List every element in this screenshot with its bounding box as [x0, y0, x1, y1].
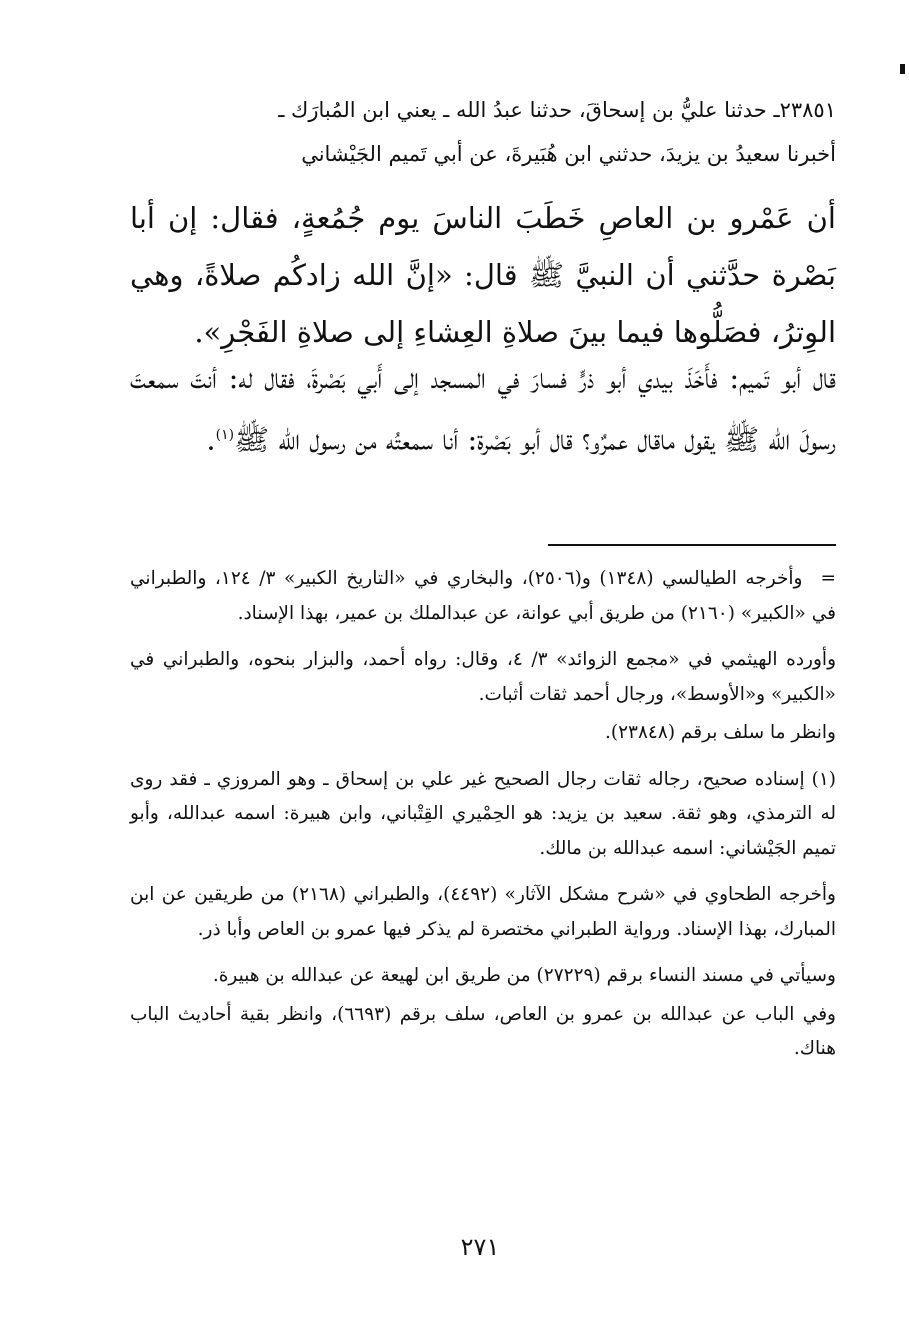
footnotes-section: [130, 562, 836, 1079]
hadith-isnad: [130, 88, 836, 176]
page-corner-mark: [900, 64, 905, 74]
isnad-line-2: أخبرنا سعيدُ بن يزيدَ، حدثني ابن هُبَيرةَ، عن أبي تَميم الجَيْشاني: [301, 142, 836, 166]
footnote-para-7: وفي الباب عن عبدالله بن عمرو بن العاص، سلف برقم (٦٦٩٣)، وانظر بقية أحاديث الباب هناك.: [130, 1003, 836, 1059]
footnote-para-2: وأورده الهيثمي في «مجمع الزوائد» ٣/ ٤، وقال: رواه أحمد، والبزار بنحوه، والطبراني في «الكبير» و«الأوسط»، ورجال أحمد ثقات أثبات.: [130, 649, 837, 705]
page-number: ٢٧١: [460, 1233, 500, 1261]
footnote-para-6: وسيأتي في مسند النساء برقم (٢٧٢٢٩) من طريق ابن لهيعة عن عبدالله بن هبيرة.: [212, 965, 836, 986]
isnad-line-1: ٢٣٨٥١ـ حدثنا عليُّ بن إسحاقَ، حدثنا عبدُ الله ـ يعني ابن المُبارَك ـ: [278, 98, 836, 122]
footnote-para-5: وأخرجه الطحاوي في «شرح مشكل الآثار» (٤٤٩٢)، والطبراني (٢١٦٨) من طريقين عن ابن المبارك، بهذا الإسناد. ورواية الطبراني مختصرة لم يذكر فيها عمرو بن العاص وأبا ذر.: [130, 884, 836, 940]
footnote-separator: [548, 544, 836, 546]
matn-text-2: قال أبو تَميم: فأَخَذَ بيدي أبو ذرٍّ فسارَ في المسجد إلى أَبي بَصْرةَ، فقال له: أنتَ سمعتَ رسولَ الله ﷺ يقول ماقال عمرٌو؟ قال أبو بَصْرة: أنا سمعتُه من رسول الله ﷺ$^{(١)}$.: [130, 361, 836, 457]
hadith-matn-paragraph-1: [130, 190, 836, 361]
footnote-para-1-text: وأخرجه الطيالسي (١٣٤٨) و(٢٥٠٦)، والبخاري في «التاريخ الكبير» ٣/ ١٢٤، والطبراني في «الكبير» (٢١٦٠) من طريق أبي عوانة، عن عبدالملك بن عمير، بهذا الإسناد.: [130, 568, 836, 624]
hadith-matn-paragraph-2: [130, 350, 836, 469]
matn-text-2-body: قال أبو تَميم: فأَخَذَ بيدي أبو ذرٍّ فسارَ في المسجد إلى أَبي بَصْرةَ، فقال له: أنتَ سمعتَ رسولَ الله ﷺ يقول ماقال عمرٌو؟ قال أبو بَصْرة: أنا سمعتُه من رسول الله ﷺ: [130, 361, 836, 457]
footnote-para-1: [130, 562, 836, 631]
footnote-ref-1: (١): [215, 427, 235, 443]
matn-text-1: أن عَمْرو بن العاصِ خَطَبَ الناسَ يوم جُمُعةٍ، فقال: إن أبا بَصْرة حدَّثني أن النبيَّ ﷺ قال: «إنَّ الله زادكُم صلاةً، وهي الوِترُ، فصَلُّوها فيما بينَ صلاةِ العِشاءِ إلى صلاةِ الفَجْرِ».: [130, 201, 836, 349]
footnote-para-4: (١) إسناده صحيح، رجاله ثقات رجال الصحيح غير علي بن إسحاق ـ وهو المروزي ـ فقد روى له الترمذي، وهو ثقة. سعيد بن يزيد: هو الحِمْيري القِتْباني، وابن هبيرة: اسمه عبدالله، وأبو تميم الجَيْشاني: اسمه عبدالله بن مالك.: [130, 768, 836, 859]
continuation-mark: =: [820, 568, 836, 589]
footnote-para-3: وانظر ما سلف برقم (٢٣٨٤٨).: [605, 722, 836, 743]
